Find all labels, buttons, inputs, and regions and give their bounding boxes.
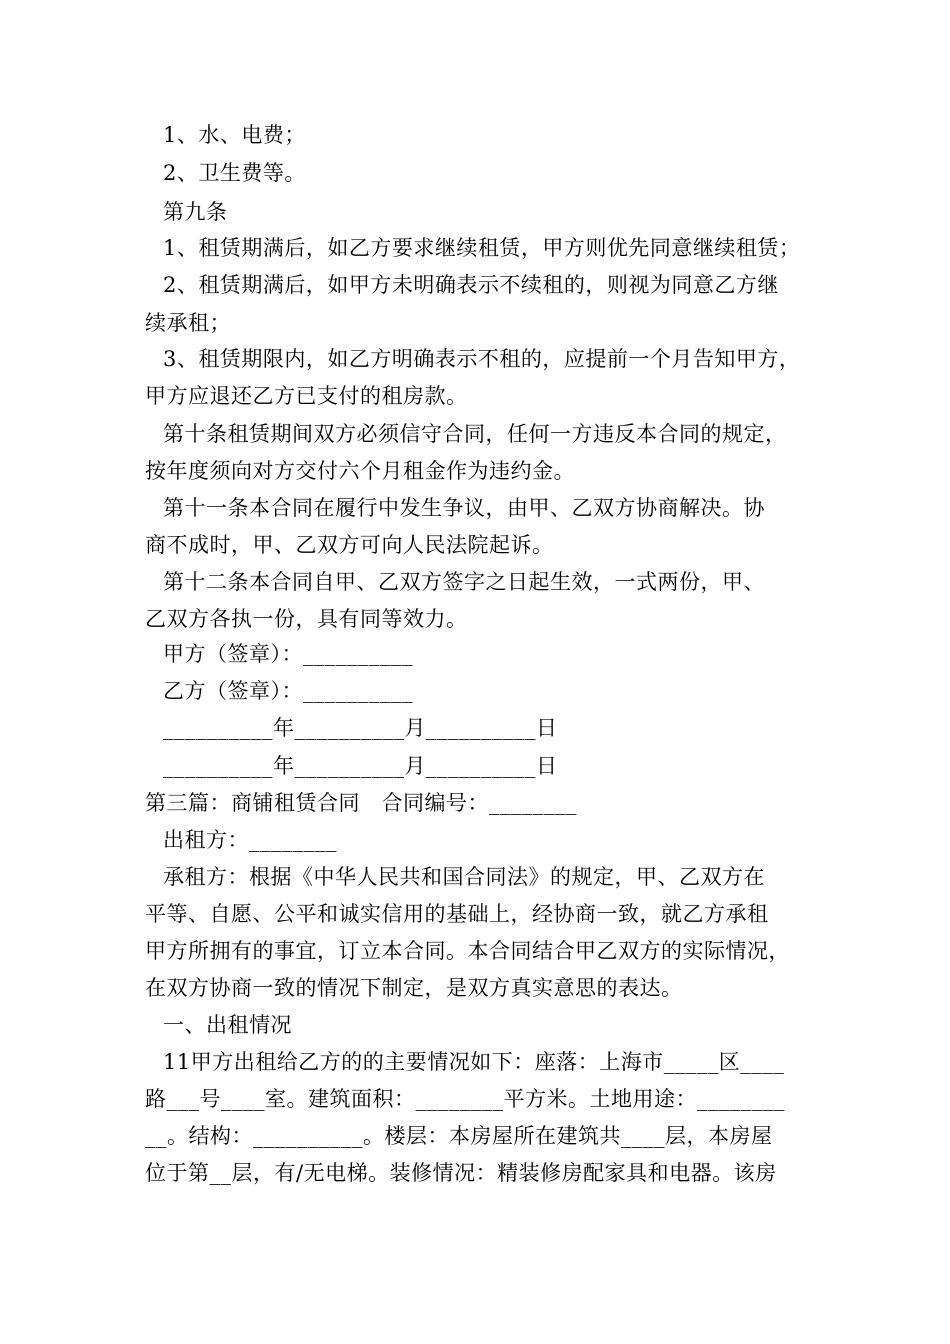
- text-line: 1、租赁期满后，如乙方要求继续租赁，甲方则优先同意继续租赁；: [163, 236, 801, 260]
- text-line: 按年度须向对方交付六个月租金作为违约金。: [145, 459, 575, 483]
- text-line: 在双方协商一致的情况下制定，是双方真实意思的表达。: [145, 976, 683, 1000]
- section-heading: 第九条: [163, 200, 228, 224]
- text-line: 第十二条本合同自甲、乙双方签字之日起生效，一式两份，甲、: [163, 570, 765, 594]
- text-line: 甲方应退还乙方已支付的租房款。: [145, 384, 468, 408]
- text-line: 第十一条本合同在履行中发生争议，由甲、乙双方协商解决。协: [163, 496, 765, 520]
- text-line: 续承租；: [145, 311, 231, 335]
- text-line: 1、水、电费；: [163, 123, 306, 147]
- date-line: __________年__________月__________日: [163, 754, 558, 778]
- text-line: 承租方：根据《中华人民共和国合同法》的规定，甲、乙双方在: [163, 865, 765, 889]
- text-line: 乙双方各执一份，具有同等效力。: [145, 607, 468, 631]
- text-line: __。结构：__________。楼层：本房屋所在建筑共____层，本房屋: [145, 1124, 773, 1148]
- text-line: 第十条租赁期间双方必须信守合同，任何一方违反本合同的规定，: [163, 422, 787, 446]
- text-line: 平等、自愿、公平和诚实信用的基础上，经协商一致，就乙方承租: [145, 902, 769, 926]
- text-line: 路___号____室。建筑面积：________平方米。土地用途：________: [145, 1087, 785, 1111]
- chapter-title: 第三篇：商铺租赁合同 合同编号：________: [145, 791, 577, 815]
- text-line: 2、卫生费等。: [163, 161, 306, 185]
- section-heading: 一、出租情况: [163, 1013, 292, 1037]
- text-line: 11甲方出租给乙方的的主要情况如下：座落：上海市_____区____: [163, 1050, 785, 1074]
- text-line: 甲方所拥有的事宜，订立本合同。本合同结合甲乙双方的实际情况，: [145, 939, 790, 963]
- text-line: 2、租赁期满后，如甲方未明确表示不续租的，则视为同意乙方继: [163, 273, 779, 297]
- signature-line-party-b: 乙方（签章）：__________: [163, 679, 413, 703]
- text-line: 商不成时，甲、乙双方可向人民法院起诉。: [145, 533, 554, 557]
- text-line: 出租方：________: [163, 828, 337, 852]
- date-line: __________年__________月__________日: [163, 716, 558, 740]
- signature-line-party-a: 甲方（签章）：__________: [163, 642, 413, 666]
- text-line: 3、租赁期限内，如乙方明确表示不租的，应提前一个月告知甲方，: [163, 347, 801, 371]
- text-line: 位于第__层，有/无电梯。装修情况：精装修房配家具和电器。该房: [145, 1161, 777, 1185]
